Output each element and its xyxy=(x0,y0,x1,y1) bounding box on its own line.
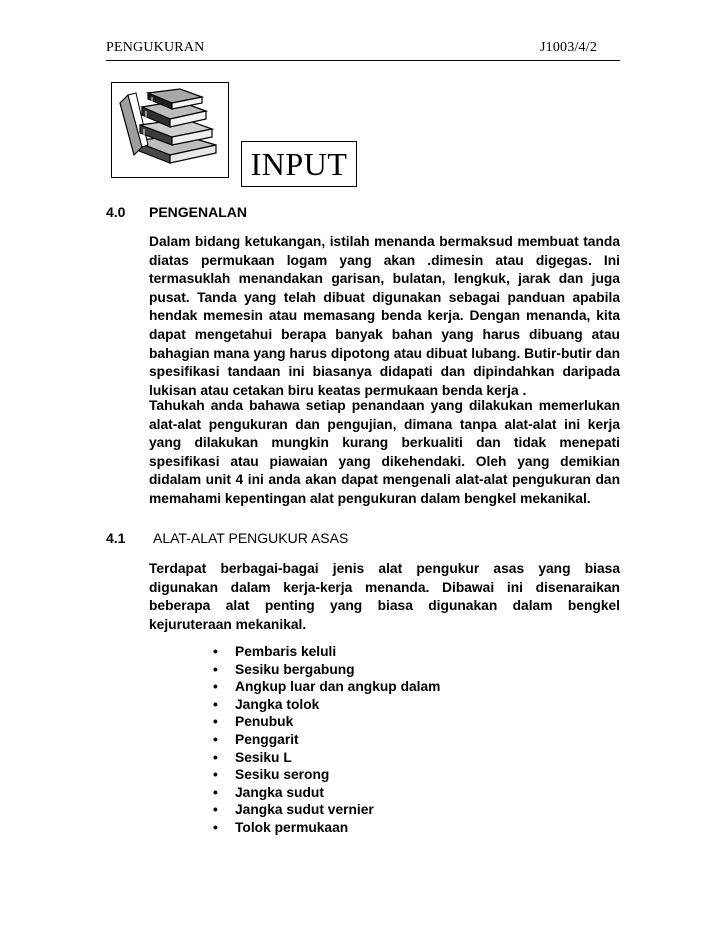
header-rule xyxy=(106,60,620,61)
bullet-icon: • xyxy=(213,714,218,730)
bullet-icon: • xyxy=(213,696,218,712)
section-number-4-1: 4.1 xyxy=(106,530,126,546)
section-title-4-1: ALAT-ALAT PENGUKUR ASAS xyxy=(153,530,349,546)
header-title: PENGUKURAN xyxy=(106,40,205,55)
list-item: • Sesiku bergabung xyxy=(213,661,355,677)
bullet-icon: • xyxy=(213,767,218,783)
list-item: • Sesiku serong xyxy=(213,767,330,783)
bullet-icon: • xyxy=(213,644,218,659)
bullet-icon: • xyxy=(213,802,218,818)
input-heading: INPUT xyxy=(241,141,357,187)
bullet-icon: • xyxy=(213,731,218,747)
bullet-icon: • xyxy=(213,661,218,677)
list-item: • Angkup luar dan angkup dalam xyxy=(213,679,441,695)
section-title: PENGENALAN xyxy=(149,204,248,220)
tools-intro-paragraph: Terdapat berbagai-bagai jenis alat pengukur asas yang biasa digunakan dalam kerja-kerja menanda. Dibawai ini disenaraikan beberapa alat penting yang biasa digunakan dalam bengkel kejuruteraan mekanikal. xyxy=(149,561,620,632)
list-item: • Jangka tolok xyxy=(213,696,320,712)
section-number: 4.0 xyxy=(106,204,126,220)
bullet-icon: • xyxy=(213,749,218,765)
list-item: • Tolok permukaan xyxy=(213,819,349,835)
intro-paragraph-2: Tahukah anda bahawa setiap penandaan yang dilakukan memerlukan alat-alat pengukuran dan pengujian, dimana tanpa alat-alat ini kerja yang dilakukan mungkin kurang berkualiti dan tidak menepati spesifikasi atau piawaian yang dikehendaki. Oleh yang demikian didalam unit 4 ini anda akan dapat mengenali alat-alat pengukuran dan memahami kepentingan alat pengukuran dalam bengkel mekanikal. xyxy=(149,398,620,506)
list-item: • Pembaris keluli xyxy=(213,644,337,659)
stack-of-books-icon xyxy=(112,83,228,177)
tools-list xyxy=(213,643,440,837)
clipart-frame xyxy=(111,82,229,178)
list-item: • Penubuk xyxy=(213,714,294,730)
bullet-icon: • xyxy=(213,819,218,835)
list-item: • Penggarit xyxy=(213,731,299,747)
intro-paragraph: Dalam bidang ketukangan, istilah menanda bermaksud membuat tanda diatas permukaan logam yang akan .dimesin atau digegas. Ini termasuklah menandakan garisan, bulatan, lengkuk, jarak dan juga pusat. Tanda yang telah dibuat digunakan sebagai panduan apabila hendak memesin atau memasang benda kerja. Dengan menanda, kita dapat mengetahui berapa banyak bahan yang harus dibuang atau bahagian mana yang harus dipotong atau dibuat lubang. Butir-butir dan spesifikasi tandaan ini biasanya didapati dan dipindahkan daripada lukisan atau cetakan biru keatas permukaan benda kerja . xyxy=(149,234,620,398)
bullet-icon: • xyxy=(213,784,218,800)
list-item: • Jangka sudut vernier xyxy=(213,802,374,818)
bullet-icon: • xyxy=(213,679,218,695)
header-code: J1003/4/2 xyxy=(540,40,598,55)
list-item: • Sesiku L xyxy=(213,749,292,765)
list-item: • Jangka sudut xyxy=(213,784,324,800)
